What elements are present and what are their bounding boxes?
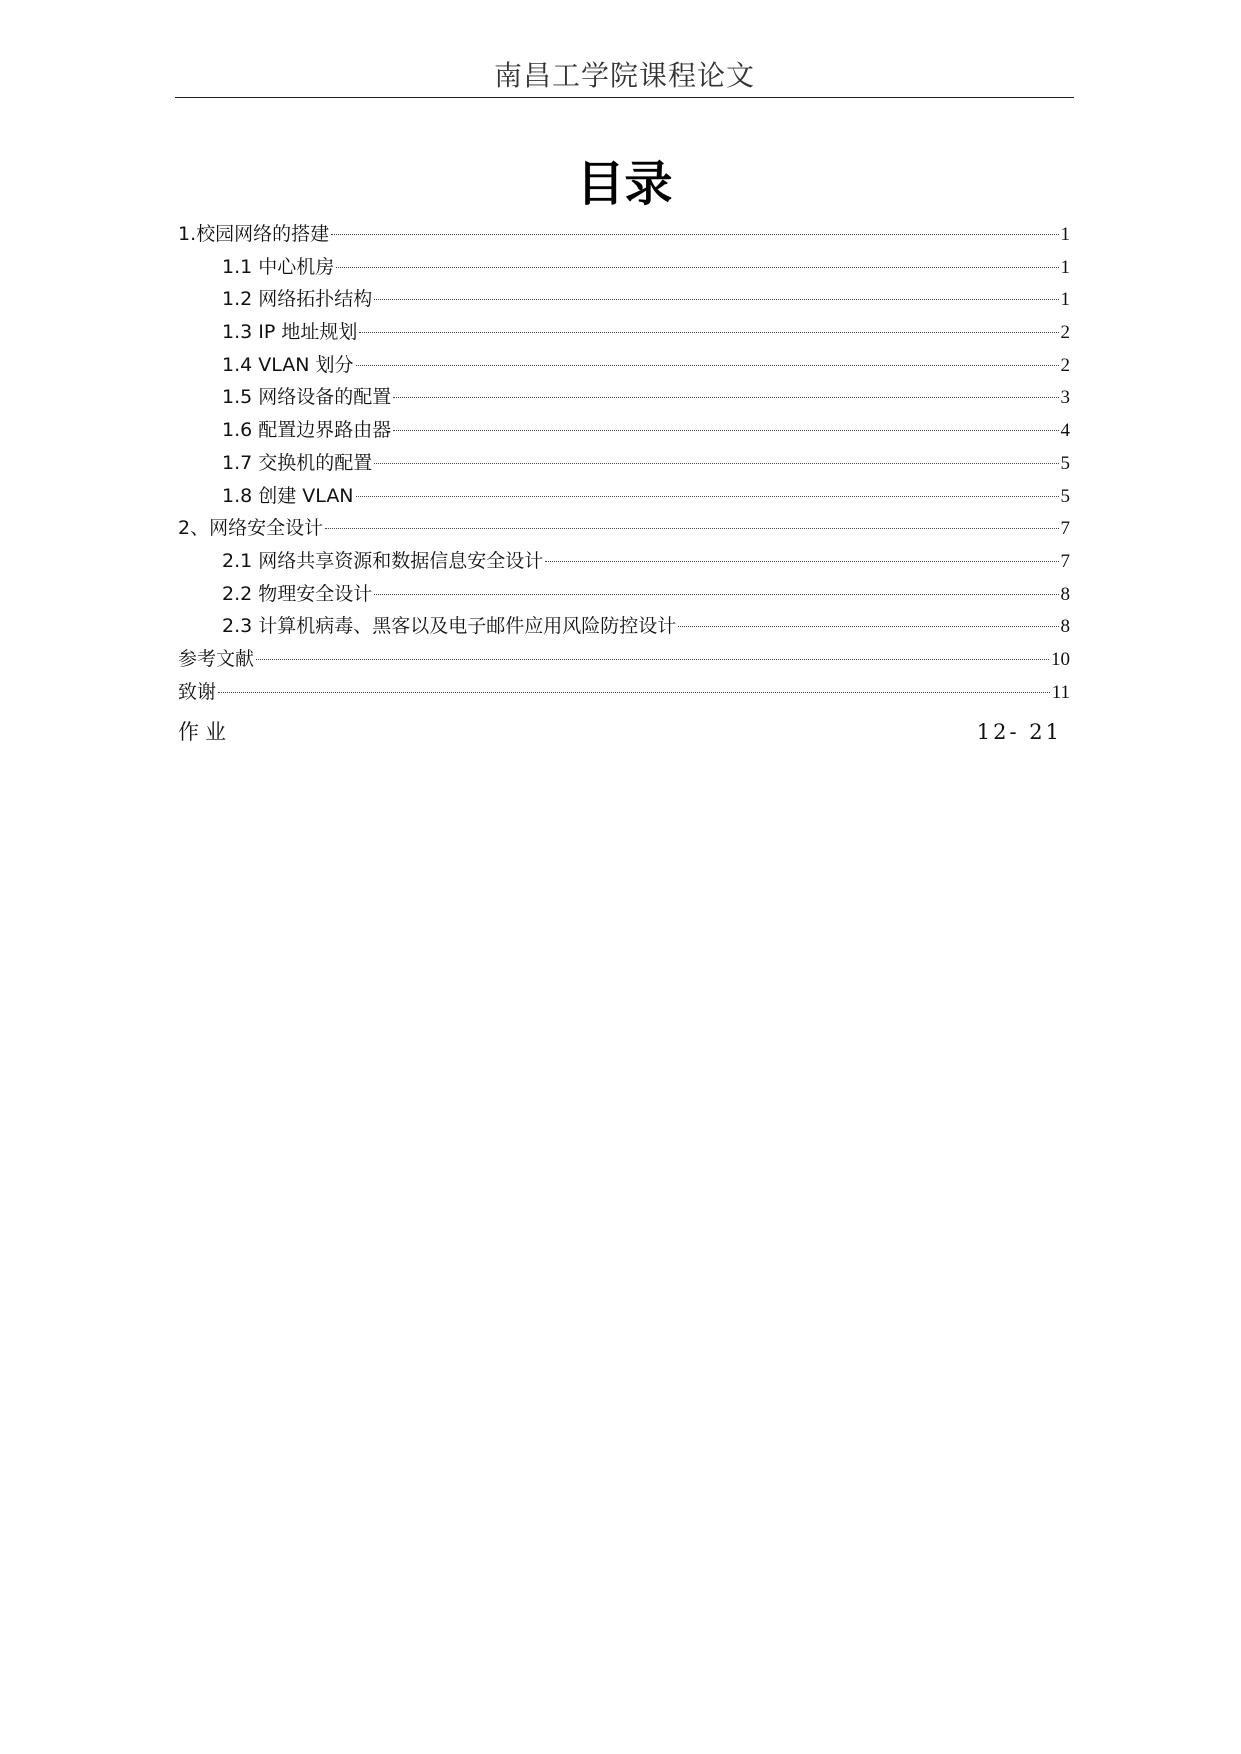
toc-entry[interactable] [178, 381, 1070, 414]
header-rule [175, 97, 1074, 98]
footer [178, 715, 1062, 749]
toc-title: 目录 [576, 156, 673, 212]
toc-entry[interactable] [178, 610, 1070, 643]
toc-dot-leader [325, 528, 1058, 529]
toc-dot-leader [374, 299, 1058, 300]
toc-entry-label: 2.2 物理安全设计 [222, 582, 373, 605]
toc-entry-page-number: 5 [1060, 485, 1070, 507]
toc-entry-page-number: 2 [1060, 322, 1070, 344]
toc-entry-label: 1.1 中心机房 [222, 255, 335, 278]
toc-entry-page-number: 8 [1060, 583, 1070, 605]
toc-dot-leader [393, 397, 1058, 398]
toc-entry-label: 1.3 IP 地址规划 [222, 321, 358, 344]
toc-entry-label: 1.8 创建 VLAN [222, 484, 354, 507]
toc-entry[interactable] [178, 251, 1070, 284]
toc-entry-page-number: 8 [1060, 616, 1070, 638]
toc-dot-leader [374, 594, 1058, 595]
toc-entry[interactable] [178, 316, 1070, 349]
toc-entry-label: 1.7 交换机的配置 [222, 451, 373, 474]
toc-entry-label: 1.校园网络的搭建 [178, 223, 330, 245]
toc-entry-label: 参考文献 [178, 647, 255, 670]
toc-entry-page-number: 11 [1051, 681, 1070, 703]
toc-entry[interactable] [178, 676, 1070, 709]
toc-entry[interactable] [178, 578, 1070, 611]
toc-dot-leader [678, 626, 1058, 627]
toc-dot-leader [374, 463, 1058, 464]
toc-dot-leader [545, 561, 1058, 562]
toc-dot-leader [218, 692, 1050, 693]
toc-entry-page-number: 1 [1060, 256, 1070, 278]
toc-entry[interactable] [178, 414, 1070, 447]
toc-entry[interactable] [178, 545, 1070, 578]
toc-entry-label: 2.3 计算机病毒、黑客以及电子邮件应用风险防控设计 [222, 615, 677, 638]
footer-date: 12- 21 [976, 720, 1062, 744]
toc-entry-page-number: 10 [1051, 648, 1070, 670]
toc-entry[interactable] [178, 643, 1070, 676]
toc-entry-label: 致谢 [178, 680, 217, 703]
toc-entry-label: 2.1 网络共享资源和数据信息安全设计 [222, 549, 544, 572]
toc-entry-page-number: 1 [1060, 224, 1070, 245]
toc-entry-page-number: 7 [1060, 550, 1070, 572]
toc-entry[interactable] [178, 218, 1070, 251]
toc-entry-label: 1.4 VLAN 划分 [222, 353, 354, 376]
toc-dot-leader [356, 365, 1059, 366]
toc-entry-page-number: 3 [1060, 387, 1070, 409]
toc-entry-page-number: 4 [1060, 420, 1070, 442]
toc-entry[interactable] [178, 480, 1070, 513]
toc-entry-page-number: 5 [1060, 452, 1070, 474]
toc-entry-page-number: 1 [1060, 289, 1070, 311]
toc-dot-leader [356, 496, 1059, 497]
toc-dot-leader [359, 332, 1058, 333]
toc-entry[interactable] [178, 512, 1070, 545]
toc-entry-label: 1.5 网络设备的配置 [222, 386, 392, 409]
toc-entry-page-number: 7 [1060, 518, 1070, 540]
toc-dot-leader [393, 430, 1058, 431]
running-header: 南昌工学院课程论文 [493, 59, 755, 92]
toc-entry[interactable] [178, 283, 1070, 316]
toc-entry[interactable] [178, 447, 1070, 480]
toc-entry[interactable] [178, 349, 1070, 382]
toc-entry-label: 1.6 配置边界路由器 [222, 419, 392, 442]
toc-entry-label: 1.2 网络拓扑结构 [222, 288, 373, 311]
toc-dot-leader [336, 267, 1058, 268]
toc-entry-page-number: 2 [1060, 354, 1070, 376]
toc-dot-leader [256, 659, 1049, 660]
table-of-contents [178, 218, 1070, 708]
footer-label: 作业 [178, 720, 232, 744]
toc-dot-leader [331, 234, 1058, 235]
toc-entry-label: 2、网络安全设计 [178, 517, 324, 540]
